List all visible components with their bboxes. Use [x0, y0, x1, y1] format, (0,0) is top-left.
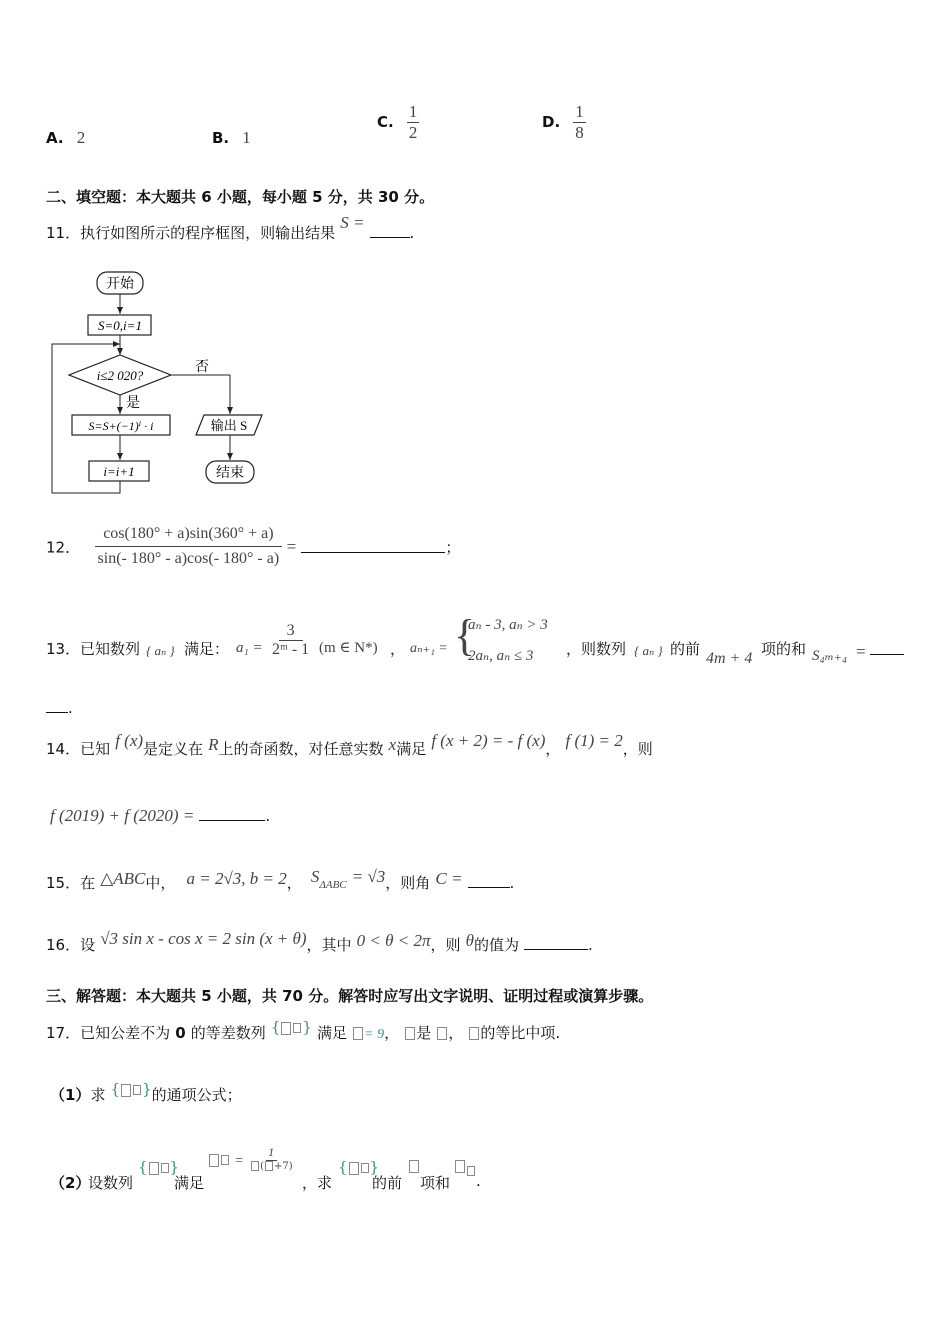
- question-number: 11．: [46, 224, 81, 242]
- flow-init-label: S=0,i=1: [98, 318, 142, 333]
- math-x: x: [388, 735, 397, 754]
- question-text: 的等比中项.: [480, 1024, 561, 1042]
- question-text: 执行如图所示的程序框图，则输出结果: [80, 224, 336, 242]
- question-number: 12．: [46, 538, 81, 557]
- placeholder-glyph: [469, 1027, 479, 1040]
- question-text: 的通项公式；: [151, 1086, 242, 1104]
- flowchart: [40, 266, 280, 498]
- question-text: 是: [416, 1024, 432, 1042]
- punct: .: [409, 224, 415, 242]
- fraction-numerator: 3: [279, 622, 303, 641]
- question-text: 项的和: [761, 640, 807, 658]
- question-number: 17．: [46, 1024, 81, 1042]
- question-number: 15．: [46, 874, 81, 892]
- math-relation: f (x + 2) = - f (x): [431, 731, 546, 750]
- punct: ；: [445, 538, 461, 557]
- math-sum: S₄ₘ₊₄: [812, 648, 848, 664]
- question-text: 的前: [372, 1174, 403, 1192]
- question-text: ，则角: [385, 874, 431, 892]
- question-12: [46, 525, 460, 569]
- math-terms: 4m + 4: [706, 650, 753, 667]
- math-area: S: [310, 867, 320, 886]
- fraction-numerator: 1: [575, 102, 584, 121]
- placeholder-glyph: [353, 1027, 363, 1040]
- math-range: 0 < θ < 2π: [356, 931, 431, 950]
- flow-increment-label: i=i+1: [103, 464, 135, 479]
- punct: .: [509, 874, 515, 892]
- math-zero: 0: [175, 1024, 186, 1042]
- question-text: 上的奇函数，对任意实数: [218, 740, 384, 758]
- placeholder-glyph: [455, 1160, 465, 1173]
- question-14: [46, 731, 653, 759]
- math-area-value: = √3: [351, 867, 386, 886]
- brace-symbol: {: [454, 611, 476, 660]
- math-a3-value: = 9: [364, 1027, 385, 1042]
- fraction-numerator: 1: [268, 1148, 275, 1159]
- fraction-denominator: 2: [408, 122, 418, 142]
- option-fraction: [573, 102, 586, 142]
- math-R: R: [208, 735, 219, 754]
- question-text: ，则数列: [566, 640, 627, 658]
- question-text: ，则: [430, 936, 461, 954]
- question-text: ，其中: [306, 936, 352, 954]
- question-text: 中，: [145, 874, 176, 892]
- option-letter: D.: [542, 113, 561, 132]
- question-text: 已知: [80, 740, 111, 758]
- answer-blank-cont[interactable]: [46, 700, 68, 713]
- option-value: 2: [76, 128, 86, 147]
- math-C: C =: [435, 869, 463, 888]
- punct: ，: [384, 1024, 400, 1042]
- question-text: ，则: [622, 740, 653, 758]
- trig-fraction: [95, 525, 281, 569]
- question-text: 已知公差不为: [80, 1024, 171, 1042]
- punct: ，: [286, 874, 302, 892]
- equals-sign: =: [856, 642, 866, 661]
- flow-end-label: 结束: [216, 466, 244, 481]
- math-theta: θ: [465, 931, 474, 950]
- punct: ，: [390, 640, 406, 658]
- math-expression: √3 sin x - cos x = 2 sin (x + θ): [100, 929, 307, 948]
- option-letter: A.: [46, 129, 64, 147]
- math-fx: f (x): [115, 731, 144, 750]
- question-11: [46, 213, 415, 243]
- fraction-numerator: 1: [408, 102, 418, 121]
- answer-blank[interactable]: [468, 875, 510, 888]
- math-a1: a₁ =: [236, 640, 263, 656]
- fraction-denominator: sin(- 180° - a)cos(- 180° - a): [97, 550, 280, 568]
- option-letter: C.: [377, 113, 394, 132]
- a1-fraction: [270, 622, 311, 660]
- placeholder-sequence-glyph: { }: [110, 1080, 152, 1098]
- flow-yes-label: 是: [126, 396, 140, 411]
- punct: .: [588, 936, 593, 954]
- answer-blank[interactable]: [870, 642, 904, 655]
- punct: .: [68, 699, 73, 717]
- question-15: [46, 867, 515, 893]
- sequence-notation: { aₙ }: [146, 643, 175, 658]
- question-text: 满足: [396, 740, 427, 758]
- placeholder-glyph: [467, 1166, 475, 1176]
- question-text: 的等差数列: [190, 1024, 266, 1042]
- math-an1: aₙ₊₁ =: [410, 641, 448, 656]
- punct: ，: [448, 1024, 464, 1042]
- option-a[interactable]: [46, 128, 85, 148]
- question-text: ，求: [302, 1174, 333, 1192]
- math-var: S =: [340, 213, 365, 232]
- math-f1: f (1) = 2: [565, 731, 623, 750]
- question-number: 16．: [46, 936, 81, 954]
- question-text: 项和: [420, 1174, 451, 1192]
- question-text: 是定义在: [143, 740, 204, 758]
- fraction-numerator: cos(180° + a)sin(360° + a): [95, 525, 281, 547]
- placeholder-glyph: [405, 1027, 415, 1040]
- question-text: 求: [90, 1086, 106, 1104]
- option-b[interactable]: [212, 128, 251, 148]
- question-17-part-1: [50, 1080, 242, 1105]
- answer-blank[interactable]: [524, 937, 588, 950]
- question-16: [46, 929, 593, 955]
- sequence-notation: { aₙ }: [634, 643, 663, 658]
- punct: ，: [545, 740, 561, 758]
- fraction-denominator: 8: [575, 122, 584, 142]
- answer-blank[interactable]: [301, 540, 445, 553]
- fraction-denominator: ( +7): [248, 1161, 295, 1173]
- flow-output-label: 输出 S: [210, 418, 248, 433]
- question-text: 在: [80, 874, 96, 892]
- bn-definition: = $\frac{1}{( +7)}$: [208, 1148, 295, 1172]
- part-label: （2）: [50, 1174, 91, 1192]
- question-17: [46, 1018, 561, 1043]
- part-label: （1）: [50, 1086, 91, 1104]
- question-text: 设数列: [88, 1174, 134, 1192]
- question-text: 满足: [174, 1174, 205, 1192]
- flow-update-label: S=S+(−1)ⁱ · i: [88, 419, 154, 433]
- placeholder-sequence-glyph: { }: [338, 1158, 380, 1176]
- flow-start-label: 开始: [106, 277, 134, 292]
- equals-sign: =: [286, 536, 297, 556]
- fraction-denominator: 2ᵐ - 1: [272, 641, 310, 659]
- section-title-solutions: 三、解答题：本大题共 5 小题，共 70 分。解答时应写出文字说明、证明过程或演算步骤。: [46, 987, 654, 1005]
- question-text: 已知数列: [80, 640, 141, 658]
- piecewise-case-1: aₙ - 3, aₙ > 3: [468, 617, 548, 633]
- section-title-fill-blank: 二、填空题：本大题共 6 小题，每小题 5 分，共 30 分。: [46, 188, 435, 206]
- question-number: 13．: [46, 640, 81, 658]
- question-text: 满足: [317, 1024, 348, 1042]
- option-fraction: [407, 102, 420, 142]
- answer-blank[interactable]: [370, 225, 410, 238]
- math-expression: f (2019) + f (2020) =: [50, 806, 195, 825]
- punct: .: [476, 1172, 481, 1190]
- flow-no-label: 否: [195, 360, 209, 375]
- option-letter: B.: [212, 129, 230, 147]
- question-text: 的值为: [473, 936, 519, 954]
- math-condition: (m ∈ N*): [319, 640, 378, 656]
- question-text: 的前: [670, 640, 701, 658]
- option-value: 1: [242, 128, 251, 147]
- placeholder-glyph: [409, 1160, 419, 1173]
- question-text: 满足：: [184, 640, 230, 658]
- option-d[interactable]: [542, 102, 586, 142]
- placeholder-glyph: [437, 1027, 447, 1040]
- flow-condition-label: i≤2 020?: [96, 368, 144, 383]
- math-sides: a = 2√3, b = 2: [186, 869, 287, 888]
- question-text: 设: [80, 936, 96, 954]
- option-c[interactable]: [377, 102, 419, 142]
- placeholder-sequence-glyph: { }: [270, 1018, 312, 1036]
- answer-blank[interactable]: [199, 808, 265, 821]
- math-area-sub: ΔABC: [319, 879, 347, 891]
- punct: .: [265, 807, 271, 825]
- question-number: 14．: [46, 740, 81, 758]
- piecewise-case-2: 2aₙ, aₙ ≤ 3: [468, 648, 534, 664]
- placeholder-sequence-glyph: { }: [138, 1158, 180, 1176]
- question-14-cont: [50, 806, 270, 826]
- question-13-cont: [46, 698, 73, 717]
- math-triangle: △ABC: [100, 869, 146, 888]
